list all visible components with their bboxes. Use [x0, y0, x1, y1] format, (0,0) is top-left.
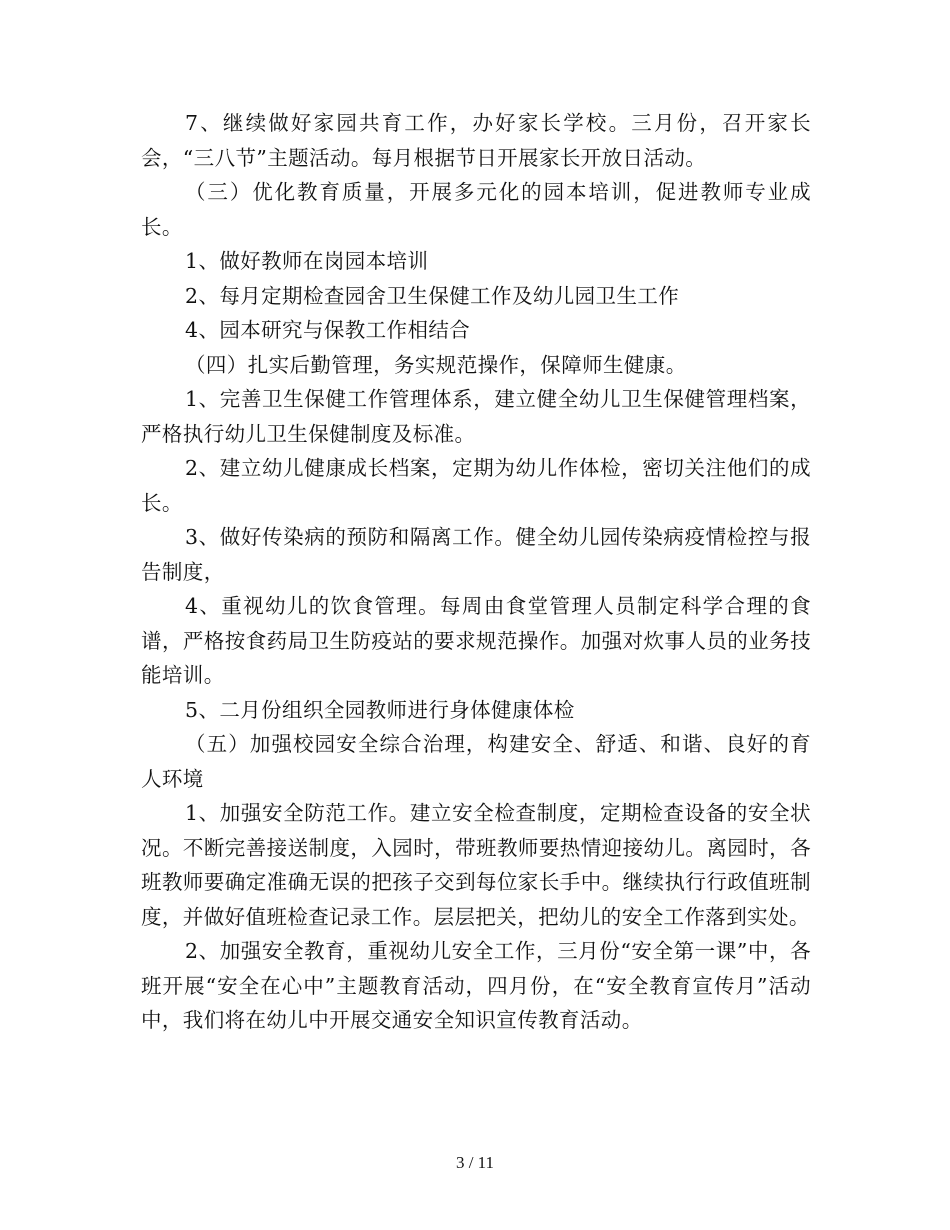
paragraph-item-4-research: 4、园本研究与保教工作相结合	[185, 318, 471, 342]
section-heading-5: （五）加强校园安全综合治理，构建安全、舒适、和谐、良好的育人环境	[141, 732, 811, 791]
paragraph-item-2-inspection: 2、每月定期检查园舍卫生保健工作及幼儿园卫生工作	[185, 283, 680, 308]
section-heading-3: （三）优化教育质量，开展多元化的园本培训，促进教师专业成长。	[141, 180, 811, 239]
section-heading-4: （四）扎实后勤管理，务实规范操作，保障师生健康。	[185, 352, 687, 377]
paragraph-item-1-safety-prevention: 1、加强安全防范工作。建立安全检查制度，定期检查设备的安全状况。不断完善接送制度，入园时，带班教师要热情迎接幼儿。离园时，各班教师要确定准确无误的把孩子交到每位家长手中。继续执行行政值班制度，并做好值班检查记录工作。层层把关，把幼儿的安全工作落到实处。	[141, 801, 811, 929]
paragraph-item-1-health-system: 1、完善卫生保健工作管理体系，建立健全幼儿卫生保健管理档案，严格执行幼儿卫生保健制度及标准。	[141, 387, 811, 446]
paragraph-item-5-checkup: 5、二月份组织全园教师进行身体健康体检	[185, 697, 575, 722]
paragraph-item-4-diet: 4、重视幼儿的饮食管理。每周由食堂管理人员制定科学合理的食谱，严格按食药局卫生防疫站的要求规范操作。加强对炊事人员的业务技能培训。	[141, 594, 811, 687]
paragraph-item-3-disease-prevention: 3、做好传染病的预防和隔离工作。健全幼儿园传染病疫情检控与报告制度，	[141, 525, 811, 584]
paragraph-item-1-training: 1、做好教师在岗园本培训	[185, 249, 429, 273]
paragraph-item-2-safety-education: 2、加强安全教育，重视幼儿安全工作，三月份“安全第一课”中，各班开展“安全在心中”主题教育活动，四月份，在“安全教育宣传月”活动中，我们将在幼儿中开展交通安全知识宣传教育活动。	[141, 939, 811, 1032]
document-body	[141, 106, 811, 1038]
page-number: 3 / 11	[455, 1153, 495, 1172]
paragraph-item-7-home-school: 7、继续做好家园共育工作，办好家长学校。三月份，召开家长会，“三八节”主题活动。每月根据节日开展家长开放日活动。	[141, 111, 811, 170]
paragraph-item-2-health-records: 2、建立幼儿健康成长档案，定期为幼儿作体检，密切关注他们的成长。	[141, 456, 811, 515]
